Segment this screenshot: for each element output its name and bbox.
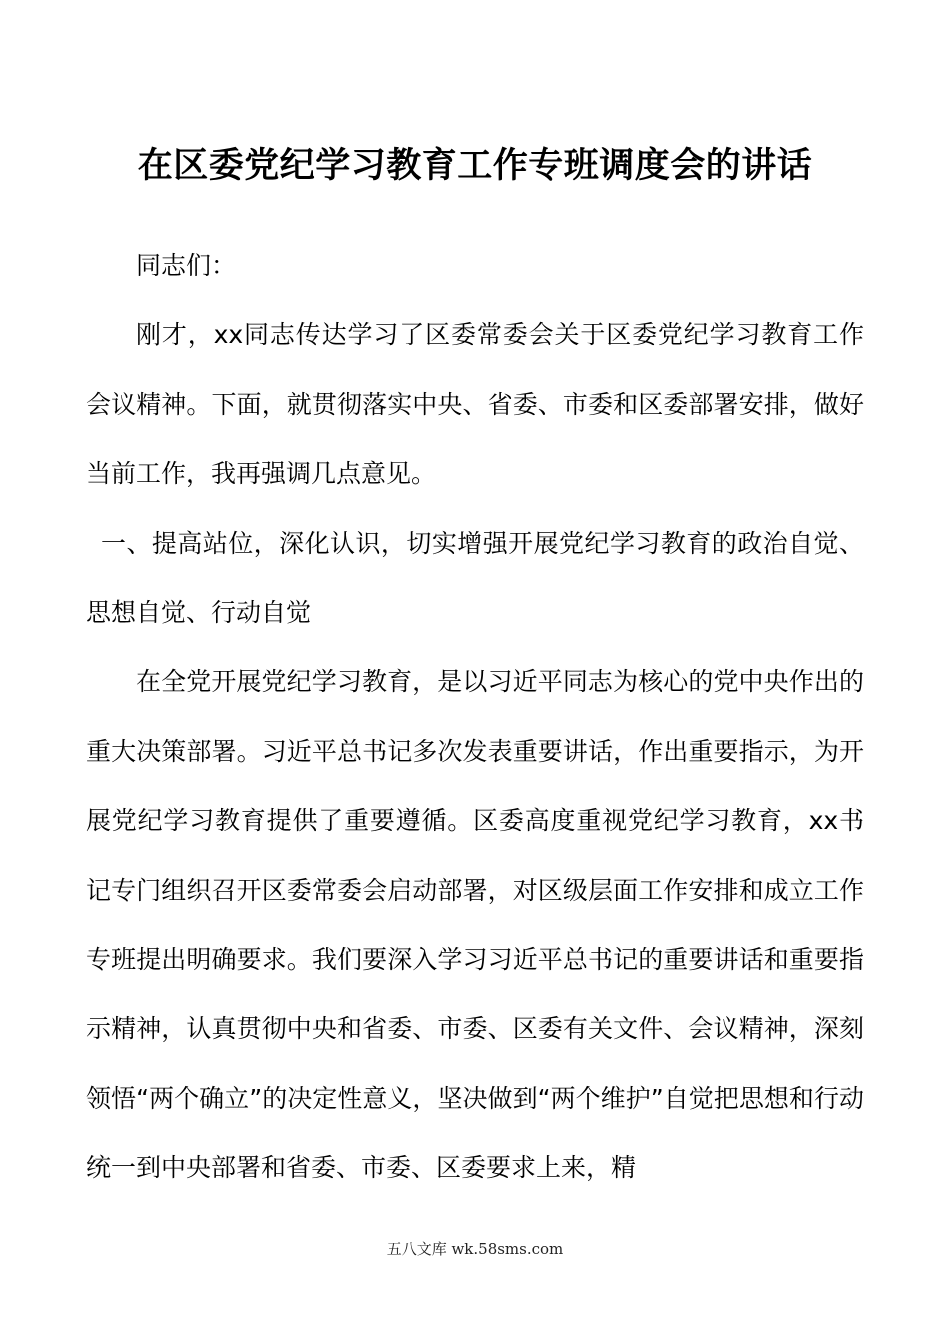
footer-watermark: 五八文库 wk.58sms.com [386, 1240, 564, 1258]
document-body [86, 231, 864, 1203]
salutation: 同志们： [136, 251, 237, 280]
paragraph-section-1: 在全党开展党纪学习教育，是以习近平同志为核心的党中央作出的重大决策部署。习近平总书记多次发表重要讲话，作出重要指示，为开展党纪学习教育提供了重要遵循。区委高度重视党纪学习教育，xx书记专门组织召开区委常委会启动部署，对区级层面工作安排和成立工作专班提出明确要求。我们要深入学习习近平总书记的重要讲话和重要指示精神，认真贯彻中央和省委、市委、区委有关文件、会议精神，深刻领悟“两个确立”的决定性意义，坚决做到“两个维护”自觉把思想和行动统一到中央部署和省委、市委、区委要求上来，精 [86, 667, 864, 1183]
document-title: 在区委党纪学习教育工作专班调度会的讲话 [137, 146, 813, 186]
section-heading-1: 一、提高站位，深化认识，切实增强开展党纪学习教育的政治自觉、思想自觉、行动自觉 [86, 528, 864, 628]
paragraph-intro: 刚才，xx同志传达学习了区委常委会关于区委党纪学习教育工作会议精神。下面，就贯彻落实中央、省委、市委和区委部署安排，做好当前工作，我再强调几点意见。 [86, 320, 864, 489]
